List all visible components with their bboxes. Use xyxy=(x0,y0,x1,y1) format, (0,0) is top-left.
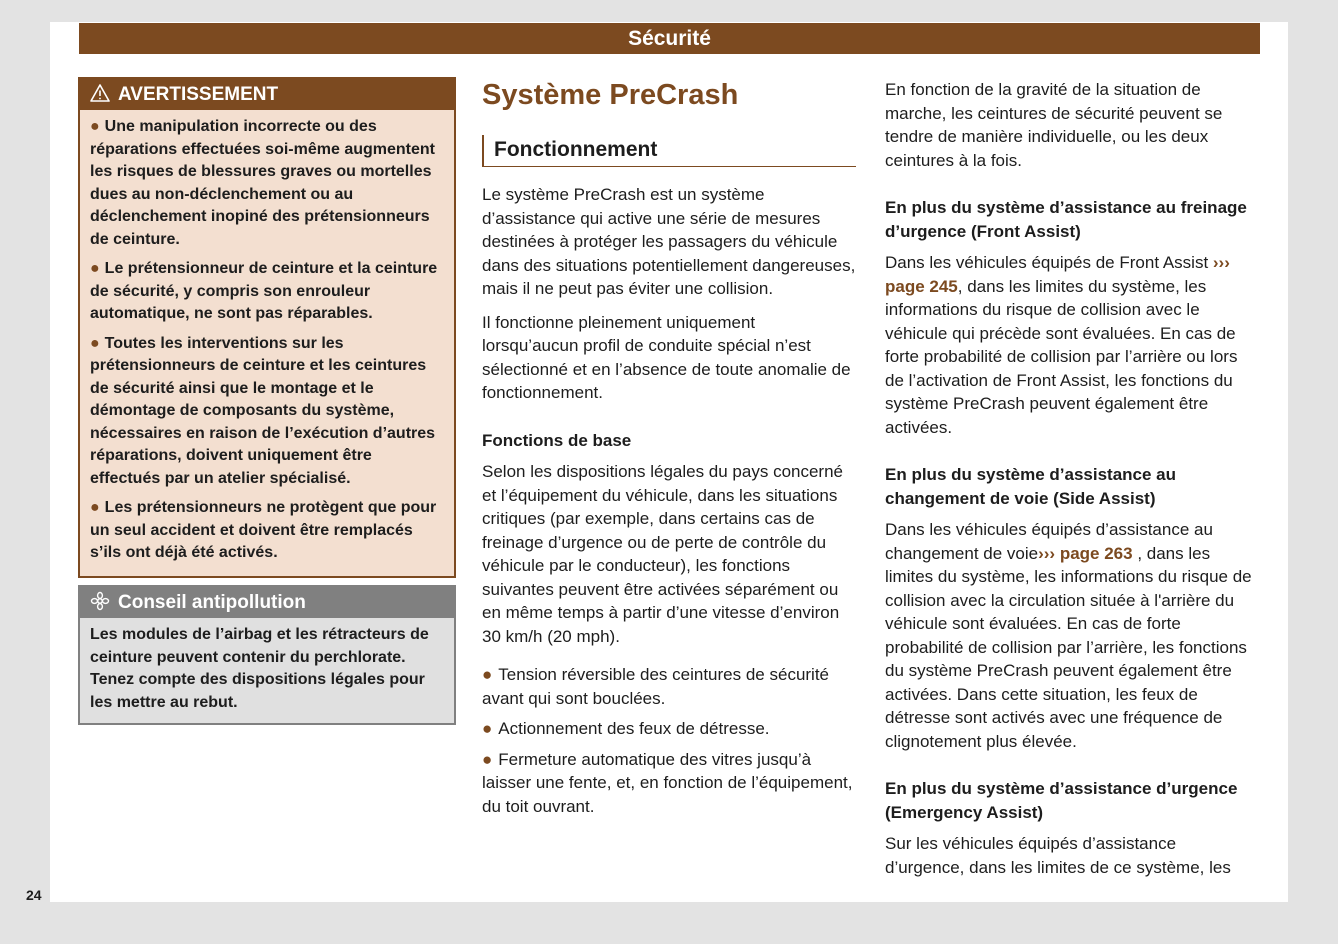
warning-item: ● Les prétensionneurs ne protègent que pour un seul accident et doivent être remplacés s’ils ont déjà été activés. xyxy=(90,499,437,561)
bullet-dot-icon: ● xyxy=(482,749,493,769)
bullet-dot-icon: ● xyxy=(90,499,100,516)
function-list xyxy=(482,663,856,818)
paragraph: Le système PreCrash est un système d’assistance qui active une série de mesures destinées à protéger les passagers du véhicule dans des situations potentiellement dangereuses, mais il ne peut pas éviter une collision. xyxy=(482,185,856,298)
front-assist-heading: En plus du système d’assistance au freinage d’urgence (Front Assist) xyxy=(885,198,1247,241)
page-link[interactable]: ››› page 245 xyxy=(885,253,1230,296)
warning-item: ● Une manipulation incorrecte ou des réparations effectuées soi-même augmentent les risques de blessures graves ou mortelles dues au non-déclenchement ou au déclenchement inopiné des prétensionneurs de ceinture. xyxy=(90,118,435,248)
list-item: ● Fermeture automatique des vitres jusqu’à laisser une fente, et, en fonction de l’équipement, du toit ouvrant. xyxy=(482,749,853,816)
front-assist-paragraph: Dans les véhicules équipés de Front Assist ››› page 245, dans les limites du système, les informations du risque de collision avec le véhicule qui précède sont évaluées. En cas de forte probabilité de collision par l’arrière ou lors de l’activation de Front Assist, les fonctions du système PreCrash peuvent également être activées. xyxy=(885,253,1238,437)
warning-header xyxy=(80,79,454,110)
warning-box xyxy=(78,77,456,578)
paragraph: En fonction de la gravité de la situation de marche, les ceintures de sécurité peuvent se tendre de manière individuelle, ou les deux ceintures à la fois. xyxy=(885,80,1223,170)
emergency-assist-heading: En plus du système d’assistance d’urgence (Emergency Assist) xyxy=(885,779,1238,822)
warning-body xyxy=(80,110,454,576)
environment-note-body xyxy=(80,618,454,723)
page-title: Système PreCrash xyxy=(482,79,739,111)
basic-functions-heading: Fonctions de base xyxy=(482,430,632,450)
side-assist-heading: En plus du système d’assistance au changement de voie (Side Assist) xyxy=(885,465,1177,508)
warning-item: ● Le prétensionneur de ceinture et la ceinture de sécurité, y compris son enrouleur automatique, ne sont pas réparables. xyxy=(90,260,438,322)
warning-title: AVERTISSEMENT xyxy=(118,84,279,105)
bullet-dot-icon: ● xyxy=(90,260,100,277)
section-header-bar: Sécurité xyxy=(79,23,1260,54)
flower-icon xyxy=(90,587,110,618)
page-link[interactable]: ››› page 263 xyxy=(1038,543,1133,563)
bullet-dot-icon: ● xyxy=(90,118,100,135)
environment-note-header xyxy=(80,587,454,618)
list-item: ● Actionnement des feux de détresse. xyxy=(482,719,770,738)
bullet-dot-icon: ● xyxy=(90,334,100,352)
middle-column xyxy=(482,75,856,825)
environment-note-text: Les modules de l’airbag et les rétracteurs de ceinture peuvent contenir du perchlorate. Tenez compte des dispositions légales pour les mettre au rebut. xyxy=(90,626,429,711)
bullet-dot-icon: ● xyxy=(482,665,493,684)
environment-note-title: Conseil antipollution xyxy=(118,592,306,613)
page-number: 24 xyxy=(26,887,42,903)
paragraph: Il fonctionne pleinement uniquement lorsqu’aucun profil de conduite spécial n’est sélectionné et en l’absence de toute anomalie de fonctionnement. xyxy=(482,312,851,402)
warning-item: ● Toutes les interventions sur les prétensionneurs de ceinture et les ceintures de sécurité ainsi que le montage et le démontage de composants du système, nécessaires en raison de l’exécution d’autres réparations, doivent uniquement être effectués par un atelier spécialisé. xyxy=(90,334,436,487)
list-item: ● Tension réversible des ceintures de sécurité avant qui sont bouclées. xyxy=(482,665,830,708)
subsection-title: Fonctionnement xyxy=(482,135,856,167)
right-column xyxy=(885,78,1260,879)
side-assist-paragraph: Dans les véhicules équipés d’assistance au changement de voie››› page 263 , dans les limites du système, les informations du risque de collision avec la circulation située à l'arrière du véhicule sont évaluées. En cas de forte probabilité de collision par l’arrière, les fonctions du système PreCrash peuvent également être activées. Dans cette situation, les feux de détresse sont activés avec une fréquence de clignotement plus élevée. xyxy=(885,520,1252,751)
bullet-dot-icon: ● xyxy=(482,719,493,738)
warning-triangle-icon xyxy=(90,79,110,110)
paragraph: Selon les dispositions légales du pays concerné et l’équipement du véhicule, dans les situations critiques (par exemple, dans certains cas de freinage d’urgence ou de perte de contrôle du véhicule par le conducteur), les fonctions suivantes peuvent être activées séparément ou en même temps à partir d’une vitesse d’environ 30 km/h (20 mph). xyxy=(482,462,844,646)
emergency-assist-paragraph: Sur les véhicules équipés d’assistance d’urgence, dans les limites de ce système, les xyxy=(885,834,1231,877)
environment-note-box xyxy=(78,585,456,725)
